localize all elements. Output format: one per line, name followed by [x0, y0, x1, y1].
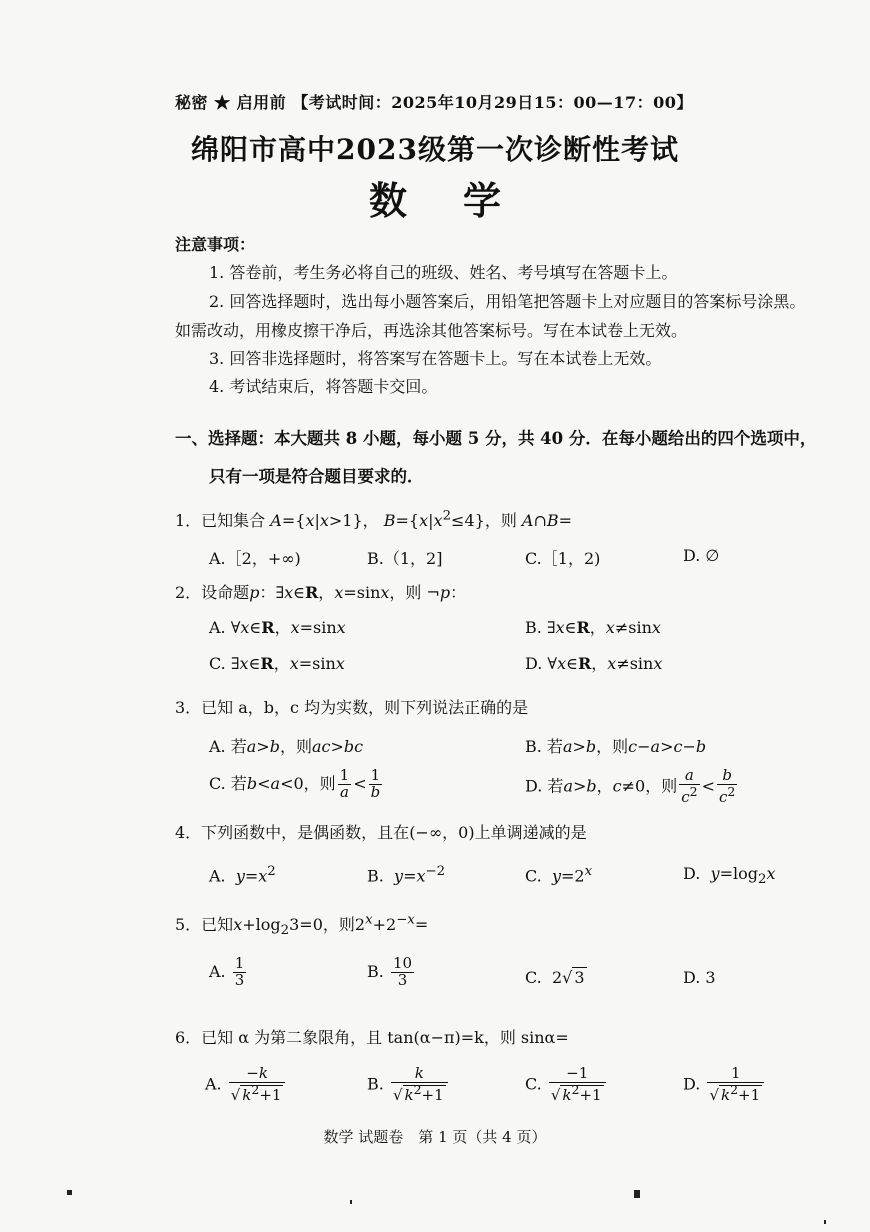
question-5: 5．已知$x+\log_23=0$，则$2^x+2^{-x}=$: [175, 912, 429, 939]
q6-option-c[interactable]: C. $\frac{-1}{√ k^2+1}$: [525, 1066, 608, 1104]
page-footer: 数学 试题卷 第 1 页（共 4 页）: [323, 1128, 547, 1146]
q5-option-d[interactable]: D. 3: [683, 968, 716, 987]
scan-speck: [350, 1200, 352, 1204]
q4-option-d[interactable]: D. $y=\log_2x$: [683, 864, 776, 888]
q4-option-c[interactable]: C. $y=2^x$: [525, 864, 593, 886]
q5-option-b[interactable]: B. $\frac{10}{3}$: [367, 954, 413, 989]
q3-option-d[interactable]: D. 若a>b，c≠0，则 $\frac{a}{c^2}$ < $\frac{b}{c^2}$: [525, 766, 736, 806]
exam-title: 绵阳市高中2023级第一次诊断性考试: [191, 133, 679, 166]
q1-option-b[interactable]: B.（1，2]: [367, 549, 443, 568]
notes-heading: 注意事项：: [175, 235, 256, 254]
q2-option-b[interactable]: B. ∃x∈R，x≠sinx: [525, 618, 661, 637]
subject-title: 数学: [368, 178, 557, 223]
section-heading: 一、选择题：本大题共 8 小题，每小题 5 分，共 40 分．在每小题给出的四个选项中，: [175, 429, 817, 448]
q6-option-a[interactable]: A. $\frac{-k}{√ k^2+1}$: [205, 1066, 287, 1104]
scan-speck: [634, 1190, 640, 1198]
q4-option-a[interactable]: A. $y=x^2$: [209, 864, 276, 886]
note-item: 3. 回答非选择题时，将答案写在答题卡上。写在本试卷上无效。: [209, 349, 662, 368]
question-4: 4．下列函数中，是偶函数，且在(−∞，0)上单调递减的是: [175, 823, 587, 842]
q2-option-d[interactable]: D. ∀x∈R，x≠sinx: [525, 654, 663, 673]
q6-option-d[interactable]: D. $\frac{1}{√ k^2+1}$: [683, 1066, 766, 1104]
q1-option-a[interactable]: A.［2，+∞): [209, 549, 301, 568]
q4-option-b[interactable]: B. $y=x^{-2}$: [367, 864, 446, 886]
q3-option-b[interactable]: B. 若a>b，则c−a>c−b: [525, 737, 707, 756]
q3-option-c[interactable]: C. 若b<a<0，则 $\frac{1}{a}$ < $\frac{1}{b}$: [209, 766, 381, 801]
question-3: 3．已知 a，b，c 均为实数，则下列说法正确的是: [175, 698, 529, 717]
q5-option-a[interactable]: A. $\frac{1}{3}$: [209, 954, 245, 989]
note-item: 4. 考试结束后，将答题卡交回。: [209, 377, 438, 396]
note-item: 2. 回答选择题时，选出每小题答案后，用铅笔把答题卡上对应题目的答案标号涂黑。: [209, 292, 806, 311]
q1-option-d[interactable]: D. ∅: [683, 546, 720, 565]
note-item: 如需改动，用橡皮擦干净后，再选涂其他答案标号。写在本试卷上无效。: [175, 321, 688, 340]
q1-option-c[interactable]: C.［1，2): [525, 549, 601, 568]
note-item: 1. 答卷前，考生务必将自己的班级、姓名、考号填写在答题卡上。: [209, 263, 678, 282]
section-heading-cont: 只有一项是符合题目要求的．: [209, 467, 424, 486]
question-1: 1．已知集合 A={x|x>1}， $B=\{x|x^2\le 4\}$，则 A∩B=: [175, 508, 573, 530]
q6-option-b[interactable]: B. $\frac{k}{√ k^2+1}$: [367, 1066, 450, 1104]
q3-option-a[interactable]: A. 若a>b，则ac>bc: [209, 737, 364, 756]
q2-option-a[interactable]: A. ∀x∈R，x=sinx: [209, 618, 346, 637]
scan-speck: [824, 1220, 826, 1224]
q5-option-c[interactable]: C. 2√ 3: [525, 968, 585, 987]
q2-option-c[interactable]: C. ∃x∈R，x=sinx: [209, 654, 345, 673]
scan-speck: [67, 1190, 72, 1195]
confidential-line: 秘密 ★ 启用前 【考试时间：2025年10月29日15：00—17：00】: [175, 93, 693, 112]
question-2: 2．设命题p：∃x∈R，x=sinx，则 ¬p：: [175, 583, 467, 602]
question-6: 6．已知 α 为第二象限角，且 tan(α−π)=k，则 sinα=: [175, 1028, 569, 1047]
